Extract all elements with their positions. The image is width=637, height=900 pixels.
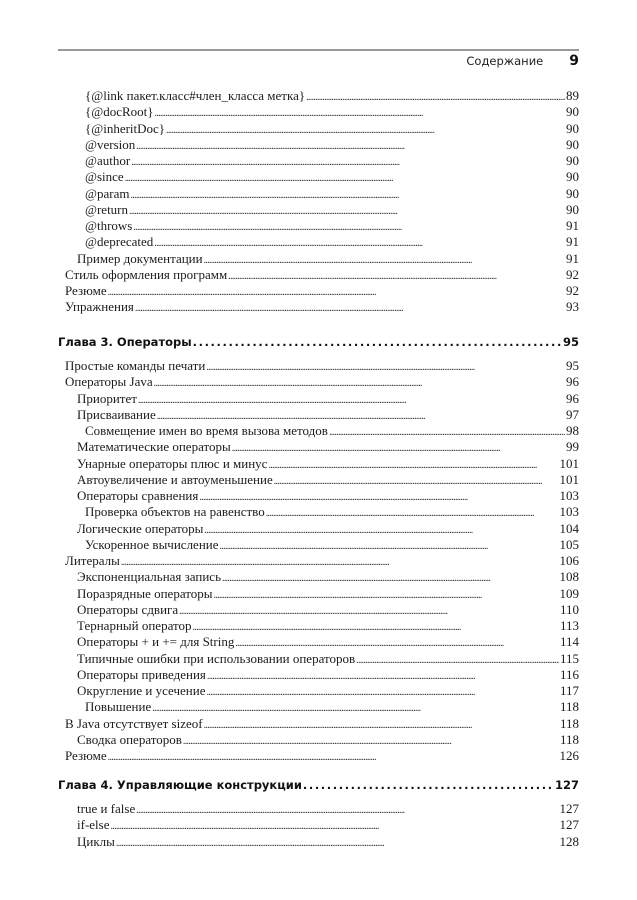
chapter-page: 95 [562,335,579,349]
toc-entry-label: {@link пакет.класс#член_класса метка} [85,88,306,103]
toc-entry-page: 106 [559,553,579,568]
toc-entry[interactable] [58,537,579,553]
toc-entry[interactable] [58,569,579,585]
toc-entry[interactable] [58,699,579,715]
toc-entry-label: Поразрядные операторы [77,585,213,601]
toc-entry-page: 103 [559,488,579,503]
toc-entry[interactable] [58,169,579,185]
toc-entry[interactable] [58,456,579,472]
toc-entry-label: Упражнения [65,299,134,315]
toc-entry-label: Резюме [65,748,107,763]
dot-leader [133,220,565,236]
dot-leader [138,393,565,409]
toc-entry-label: Резюме [65,283,107,298]
toc-entry-page: 126 [559,748,579,763]
toc-entry-label: @version [85,136,136,152]
toc-chapter-4-heading[interactable] [58,776,579,794]
toc-entry-label: Логические операторы [77,520,204,536]
toc-section-chapter-4 [58,801,579,850]
toc-entry-label: true и false [77,801,136,816]
dot-leader [130,188,565,204]
toc-entry-label: Циклы [77,833,115,849]
toc-entry[interactable] [58,521,579,537]
toc-entry-label: Операторы + и += для String [77,634,235,650]
dot-leader [108,285,565,301]
toc-entry-label: Присваивание [77,406,156,422]
toc-entry-page: 109 [559,585,579,601]
toc-entry[interactable] [58,283,579,299]
toc-entry-page: 91 [566,234,579,250]
dot-leader [136,139,565,155]
toc-entry[interactable] [58,186,579,202]
dot-leader [131,155,565,171]
toc-entry-page: 105 [559,536,579,552]
toc-entry-label: Типичные ошибки при использовании операторов [77,650,356,666]
toc-entry-page: 98 [566,423,579,438]
toc-entry-label: Пример документации [77,250,203,266]
toc-entry-page: 118 [559,731,579,747]
toc-entry-page: 117 [559,683,579,698]
dot-leader [179,604,559,620]
dot-leader [166,123,565,139]
toc-entry-page: 127 [559,817,579,833]
dot-leader [152,701,559,717]
dot-leader [129,204,565,220]
toc-entry-label: Математические операторы [77,439,231,455]
toc-entry-label: Совмещение имен во время вызова методов [85,423,328,438]
running-head [466,53,579,71]
toc-entry[interactable] [58,667,579,683]
running-title: Содержание [466,54,544,68]
toc-entry[interactable] [58,504,579,520]
toc-entry-label: Тернарный оператор [77,618,192,633]
toc-entry-label: {@docRoot} [85,104,154,120]
dot-leader [155,106,565,122]
toc-entry[interactable] [58,602,579,618]
toc-entry[interactable] [58,439,579,455]
dot-leader [204,253,565,269]
toc-entry-label: @return [85,201,129,217]
dot-leader [183,734,559,750]
toc-entry-label: Повышение [85,699,152,715]
toc-entry-label: Литералы [65,553,120,568]
dot-leader [135,301,565,317]
toc-entry-page: 116 [559,666,579,682]
toc-entry[interactable] [58,407,579,423]
chapter-title: Глава 3. Операторы [58,335,192,349]
toc-entry-label: Стиль оформления программ [65,266,228,282]
dot-leader [110,819,558,835]
dot-leader [204,718,559,734]
dot-leader [154,236,565,252]
toc-entry-page: 90 [566,153,579,168]
dot-leader [125,171,565,187]
toc-entry-label: {@inheritDoc} [85,120,166,136]
toc-entry[interactable] [58,251,579,267]
toc-entry[interactable] [58,423,579,439]
toc-entry[interactable] [58,358,579,374]
toc-entry[interactable] [58,586,579,602]
toc-entry-page: 110 [559,601,579,617]
toc-entry[interactable] [58,716,579,732]
page-number: 9 [569,53,579,69]
toc-entry-page: 115 [559,650,579,666]
toc-entry[interactable] [58,683,579,699]
toc-entry-page: 92 [566,266,579,282]
toc-entry[interactable] [58,121,579,137]
toc-entry-label: @param [85,185,130,201]
dot-leader [222,571,558,587]
toc-entry-page: 101 [559,471,579,487]
dot-leader [306,90,565,106]
toc-entry-page: 90 [566,201,579,217]
toc-entry-label: Операторы Java [65,374,153,390]
toc-entry[interactable] [58,634,579,650]
dot-leader [154,376,565,392]
toc-entry-page: 99 [566,439,579,455]
toc-entry[interactable] [58,618,579,634]
dot-leader [274,474,559,490]
toc-entry[interactable] [58,391,579,407]
toc-entry-page: 127 [559,801,579,816]
toc-entry[interactable] [58,267,579,283]
toc-entry-page: 90 [566,185,579,201]
toc-entry-page: 92 [566,283,579,298]
dot-leader [136,803,558,819]
toc-entry[interactable] [58,472,579,488]
toc-entry-page: 91 [566,218,579,233]
dot-leader [116,836,559,852]
toc-entry-label: @throws [85,218,133,233]
toc-entry-page: 128 [559,833,579,849]
toc-entry[interactable] [58,234,579,250]
toc-entry-label: Операторы приведения [77,666,206,682]
toc-entry-page: 90 [566,136,579,152]
dot-leader [207,669,559,685]
dot-leader [220,539,559,555]
dot-leader [108,750,559,766]
toc-chapter-3-heading[interactable] [58,333,579,351]
toc-entry-label: Сводка операторов [77,731,182,747]
chapter-title: Глава 4. Управляющие конструкции [58,778,302,792]
toc-entry-label: Унарные операторы плюс и минус [77,455,268,471]
toc-entry-page: 90 [566,120,579,136]
toc-entry-page: 97 [566,406,579,422]
dot-leader [204,523,558,539]
toc-entry-page: 91 [566,250,579,266]
dot-leader [303,776,554,794]
chapter-page: 127 [554,778,579,792]
toc-entry-page: 93 [566,299,579,315]
toc-entry-page: 104 [559,520,579,536]
dot-leader [329,425,565,441]
toc-section-chapter-3 [58,358,579,764]
toc-entry[interactable] [58,732,579,748]
toc-entry[interactable] [58,801,579,817]
toc-entry-label: @author [85,153,131,168]
toc-entry[interactable] [58,299,579,315]
dot-leader [206,360,565,376]
toc-entry-page: 114 [559,634,579,650]
toc-entry-label: Простые команды печати [65,358,206,373]
toc-entry-label: @deprecated [85,234,154,250]
toc-entry[interactable] [58,104,579,120]
toc-entry-label: Автоувеличение и автоуменьшение [77,471,273,487]
dot-leader [266,506,559,522]
toc-entry[interactable] [58,834,579,850]
toc-entry-label: @since [85,169,124,185]
toc-entry-page: 108 [559,569,579,585]
toc-entry[interactable] [58,88,579,104]
toc-section-javadoc [58,88,579,316]
toc-entry-label: Округление и усечение [77,683,206,698]
toc-entry-label: if-else [77,817,110,833]
toc-entry-label: Проверка объектов на равенство [85,504,265,520]
toc-entry-page: 96 [566,374,579,390]
toc-entry-label: В Java отсутствует sizeof [65,715,203,731]
toc-entry-page: 118 [559,715,579,731]
toc-entry-label: Ускоренное вычисление [85,536,219,552]
toc-entry-page: 101 [559,455,579,471]
toc-entry-page: 89 [566,88,579,103]
toc-entry-label: Операторы сравнения [77,488,199,503]
dot-leader [206,685,558,701]
toc-entry-page: 113 [559,618,579,633]
toc-entry-page: 103 [559,504,579,520]
dot-leader [268,458,558,474]
toc-entry-label: Приоритет [77,390,137,406]
toc-entry[interactable] [58,553,579,569]
toc-entry[interactable] [58,137,579,153]
toc-entry[interactable] [58,651,579,667]
toc-entry[interactable] [58,218,579,234]
toc-entry-page: 96 [566,390,579,406]
toc-entry[interactable] [58,153,579,169]
dot-leader [214,588,559,604]
header-rule [58,49,579,51]
toc-entry[interactable] [58,374,579,390]
dot-leader [356,653,559,669]
toc-entry[interactable] [58,202,579,218]
toc-entry[interactable] [58,817,579,833]
toc-entry-page: 90 [566,169,579,185]
dot-leader [228,269,565,285]
toc-entry[interactable] [58,488,579,504]
toc-entry-label: Экспоненциальная запись [77,569,222,585]
toc-entry-label: Операторы сдвига [77,601,179,617]
toc-entry-page: 95 [566,358,579,373]
dot-leader [193,333,562,351]
toc-entry[interactable] [58,748,579,764]
toc-entry-page: 90 [566,104,579,120]
dot-leader [232,441,565,457]
dot-leader [193,620,559,636]
toc-entry-page: 118 [559,699,579,715]
